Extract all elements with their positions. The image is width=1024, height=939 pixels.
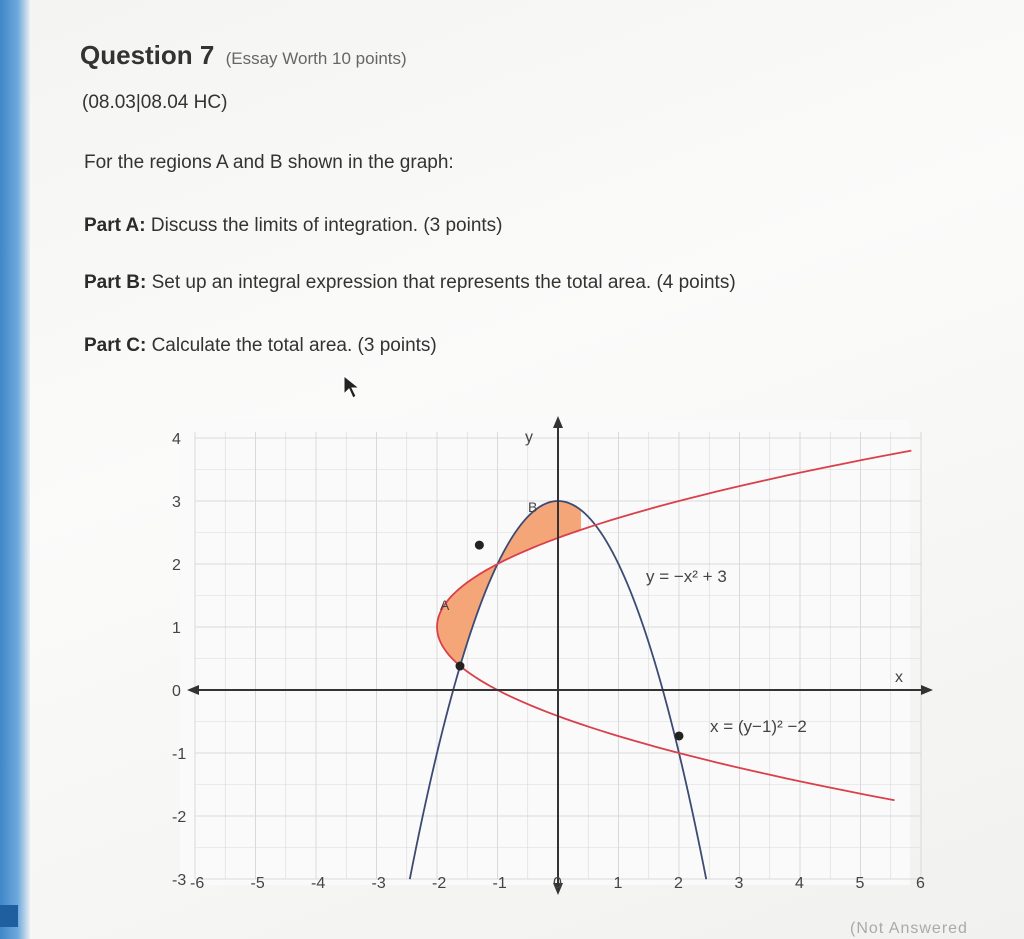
x-tick-label: -4	[311, 875, 326, 892]
part-b-label: Part B:	[84, 272, 147, 293]
question-prompt: For the regions A and B shown in the graph:	[84, 152, 454, 173]
part-b-text: Set up an integral expression that represents the total area. (4 points)	[151, 272, 736, 293]
part-c-text: Calculate the total area. (3 points)	[151, 335, 437, 356]
intersection-point	[475, 541, 484, 550]
function-graph	[150, 400, 950, 920]
side-tab[interactable]	[0, 905, 18, 927]
question-worth: (Essay Worth 10 points)	[225, 49, 407, 68]
question-number: Question 7	[80, 40, 215, 70]
question-code: (08.03|08.04 HC)	[82, 92, 228, 113]
x-tick-label: 0	[553, 875, 562, 892]
part-a	[84, 215, 503, 237]
x-tick-label: 5	[855, 875, 865, 892]
x-tick-label: 6	[916, 875, 925, 892]
intersection-point	[455, 662, 464, 671]
part-a-text: Discuss the limits of integration. (3 points)	[150, 215, 503, 236]
y-tick-label: -3	[172, 872, 187, 889]
parabola-label: y = −x² + 3	[646, 567, 727, 586]
y-tick-label: 4	[172, 431, 181, 448]
y-tick-label: 3	[172, 494, 181, 511]
mouse-pointer-icon	[342, 374, 362, 400]
answer-status: (Not Answered	[850, 920, 968, 937]
question-title	[80, 40, 407, 71]
part-c	[84, 335, 437, 357]
x-tick-label: 1	[613, 875, 623, 892]
x-tick-label: 2	[674, 875, 683, 892]
x-tick-label: -3	[371, 875, 386, 892]
y-tick-label: 0	[172, 683, 181, 700]
region-a-label: A	[440, 597, 450, 613]
x-tick-label: 4	[795, 875, 804, 892]
part-a-label: Part A:	[84, 215, 146, 236]
region-b-label: B	[528, 499, 538, 515]
y-axis-label: y	[525, 429, 533, 446]
sideways-parabola-label: x = (y−1)² −2	[710, 717, 807, 736]
part-c-label: Part C:	[84, 335, 147, 356]
y-tick-label: 1	[172, 620, 181, 637]
x-axis-arrow-right	[921, 685, 933, 695]
x-tick-label: -6	[190, 875, 205, 892]
y-tick-label: -2	[172, 809, 187, 826]
y-tick-label: -1	[172, 746, 187, 763]
x-tick-label: -5	[250, 875, 265, 892]
x-tick-label: -1	[492, 875, 507, 892]
x-axis-label: x	[895, 669, 903, 686]
x-tick-label: 3	[734, 875, 744, 892]
intersection-point	[675, 731, 684, 740]
x-tick-label: -2	[432, 875, 447, 892]
y-tick-label: 2	[172, 557, 181, 574]
browser-left-edge	[0, 0, 30, 939]
part-b	[84, 272, 736, 294]
